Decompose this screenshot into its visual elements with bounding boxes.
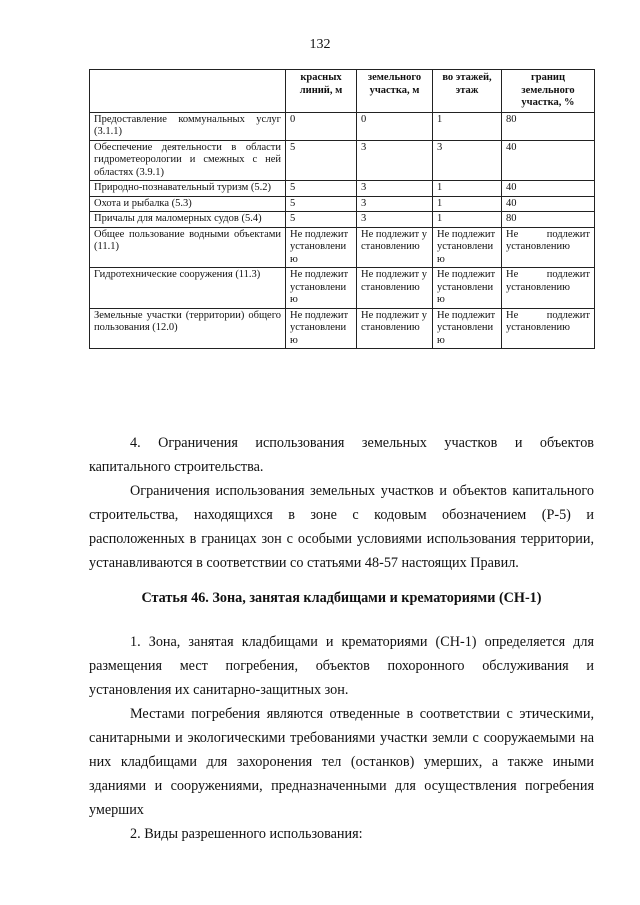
table-cell-value: 3 [357, 181, 433, 197]
table-row [90, 112, 595, 140]
table-cell-value: 0 [357, 112, 433, 140]
table-cell-use-type: Предоставление коммунальных услуг (3.1.1) [90, 112, 286, 140]
table-cell-use-type: Охота и рыбалка (5.3) [90, 196, 286, 212]
section-4-body: Ограничения использования земельных участков и объектов капитального строительства, находящихся в зоне с кодовым обозначением (Р-5) и расположенных в границах зон с особыми условиями использования территории, устанавливаются в соответствии со статьями 48-57 настоящих Правил. [89, 483, 594, 571]
table-row [90, 308, 595, 349]
article-body [89, 630, 594, 846]
table-cell-value: 5 [286, 140, 357, 181]
table-cell-value: 3 [357, 212, 433, 228]
table-cell-value: Не подлежит установлению [433, 268, 502, 309]
article-title: Статья 46. Зона, занятая кладбищами и крематориями (СН-1) [141, 590, 542, 606]
table-row [90, 196, 595, 212]
table-cell-value: 80 [502, 112, 595, 140]
table-cell-value: Не подлежит установлению [502, 268, 595, 309]
table-cell-use-type: Обеспечение деятельности в области гидрометеорологии и смежных с ней областях (3.9.1) [90, 140, 286, 181]
table-cell-value: Не подлежит установлению [502, 227, 595, 268]
table-cell-value: 80 [502, 212, 595, 228]
table-cell-value: Не подлежит установлению [286, 308, 357, 349]
table-cell-value: 3 [357, 140, 433, 181]
table-cell-value: Не подлежит установлению [502, 308, 595, 349]
table-cell-value: 5 [286, 196, 357, 212]
table-cell-value: Не подлежит установлению [286, 268, 357, 309]
table-cell-value: 5 [286, 212, 357, 228]
table-cell-use-type: Земельные участки (территории) общего пользования (12.0) [90, 308, 286, 349]
table-row [90, 181, 595, 197]
table-header-cell: во этажей, этаж [433, 70, 502, 113]
table-header-cell: красных линий, м [286, 70, 357, 113]
table-cell-value: 1 [433, 196, 502, 212]
table-cell-use-type: Гидротехнические сооружения (11.3) [90, 268, 286, 309]
article-paragraph: Местами погребения являются отведенные в соответствии с этическими, санитарными и экологическими требованиями участки земли с сооружаемыми на них кладбищами для захоронения тел (останков) умерших, а также иными зданиями и сооружениями, предназначенными для осуществления погребения умерших [89, 706, 594, 818]
table-row [90, 140, 595, 181]
table-cell-value: Не подлежит установлению [357, 308, 433, 349]
section-4-heading: 4. Ограничения использования земельных участков и объектов капитального строительства. [89, 435, 594, 475]
table-cell-value: 3 [357, 196, 433, 212]
table-row [90, 212, 595, 228]
table-cell-value: 3 [433, 140, 502, 181]
table-cell-value: Не подлежит установлению [286, 227, 357, 268]
table-cell-value: 1 [433, 181, 502, 197]
table-cell-value: Не подлежит установлению [433, 227, 502, 268]
table-cell-value: Не подлежит установлению [357, 227, 433, 268]
table-cell-value: 40 [502, 140, 595, 181]
table-cell-value: Не подлежит установлению [357, 268, 433, 309]
page-number: 132 [309, 37, 331, 52]
table-header-cell: земельного участка, м [357, 70, 433, 113]
table-cell-use-type: Причалы для маломерных судов (5.4) [90, 212, 286, 228]
table-cell-value: 1 [433, 212, 502, 228]
table-cell-value: 1 [433, 112, 502, 140]
table-cell-value: 40 [502, 181, 595, 197]
table-header-row [90, 70, 595, 113]
table-header-cell: границ земельного участка, % [502, 70, 595, 113]
article-paragraph: 1. Зона, занятая кладбищами и крематориями (СН-1) определяется для размещения мест погребения, объектов похоронного обслуживания и установления их санитарно-защитных зон. [89, 634, 594, 698]
table-cell-use-type: Природно-познавательный туризм (5.2) [90, 181, 286, 197]
article-paragraph: 2. Виды разрешенного использования: [130, 826, 363, 842]
table-row [90, 268, 595, 309]
table-header-cell [90, 70, 286, 113]
zone-parameters-table [89, 69, 595, 349]
section-4-block [89, 431, 594, 575]
table-row [90, 227, 595, 268]
table-cell-value: 40 [502, 196, 595, 212]
table-cell-value: 0 [286, 112, 357, 140]
table-cell-value: 5 [286, 181, 357, 197]
table-cell-use-type: Общее пользование водными объектами (11.1) [90, 227, 286, 268]
table-cell-value: Не подлежит установлению [433, 308, 502, 349]
